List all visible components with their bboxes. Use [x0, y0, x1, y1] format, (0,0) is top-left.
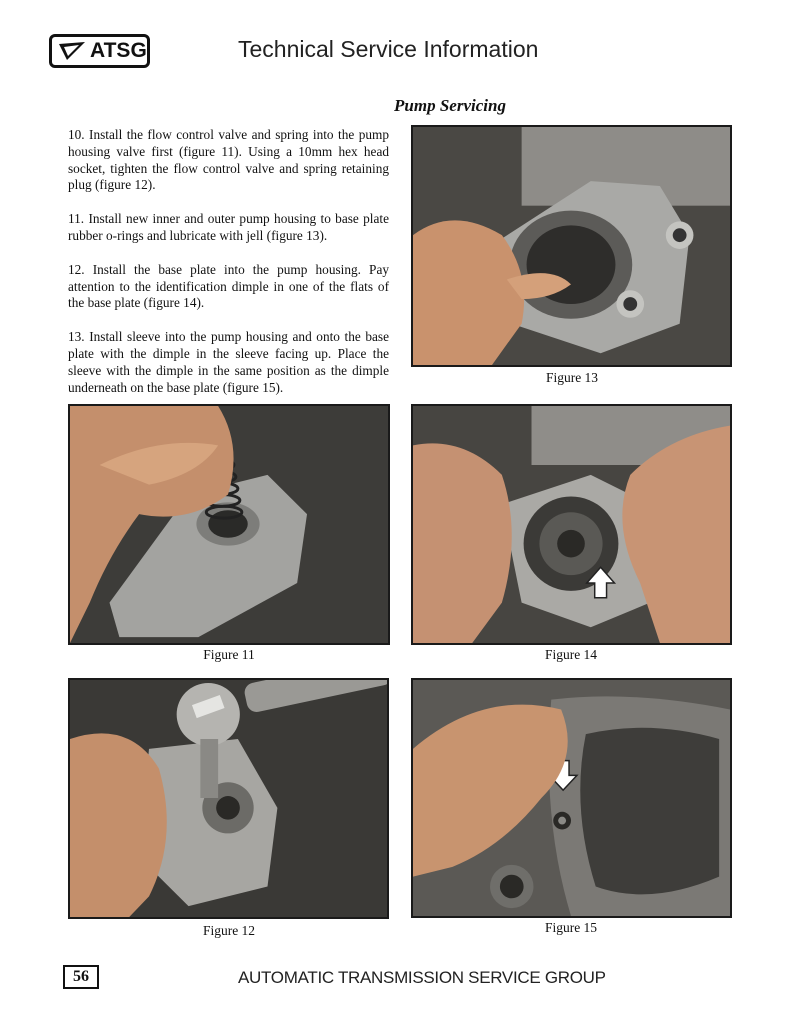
figure-11-caption: Figure 11 — [203, 647, 255, 662]
step-11: 11. Install new inner and outer pump housing to base plate rubber o-rings and lubricate with jell (figure 13). — [68, 211, 389, 243]
figure-14-photo — [411, 404, 732, 645]
page-header-title: Technical Service Information — [238, 36, 539, 62]
footer-text: AUTOMATIC TRANSMISSION SERVICE GROUP — [238, 968, 606, 987]
step-13: 13. Install sleeve into the pump housing and onto the base plate with the dimple in the sleeve facing up. Place the sleeve with the dimple in the same position as the dimple underneath on the base plate (figure 15). — [68, 329, 389, 395]
logo-text: ATSG — [90, 39, 147, 62]
figure-13-caption: Figure 13 — [545, 370, 599, 385]
figure-12-caption: Figure 12 — [202, 923, 256, 938]
atsg-logo — [49, 34, 150, 68]
atsg-swoosh-icon — [57, 40, 87, 62]
step-10: 10. Install the flow control valve and spring into the pump housing valve first (figure 11). Using a 10mm hex head socket, tighten the flow control valve and spring retaining plug (figure 12). — [68, 127, 389, 193]
figure-15-caption: Figure 15 — [544, 920, 598, 935]
instruction-steps — [68, 127, 389, 413]
figure-12-photo — [68, 678, 389, 919]
figure-14-caption: Figure 14 — [544, 647, 598, 662]
step-12: 12. Install the base plate into the pump housing. Pay attention to the identification dimple in one of the flats of the base plate (figure 14). — [68, 261, 389, 311]
page-number: 56 — [63, 965, 99, 989]
figure-13-photo — [411, 125, 732, 367]
figure-11-photo — [68, 404, 390, 645]
section-title: Pump Servicing — [394, 96, 506, 115]
figure-15-photo — [411, 678, 732, 918]
